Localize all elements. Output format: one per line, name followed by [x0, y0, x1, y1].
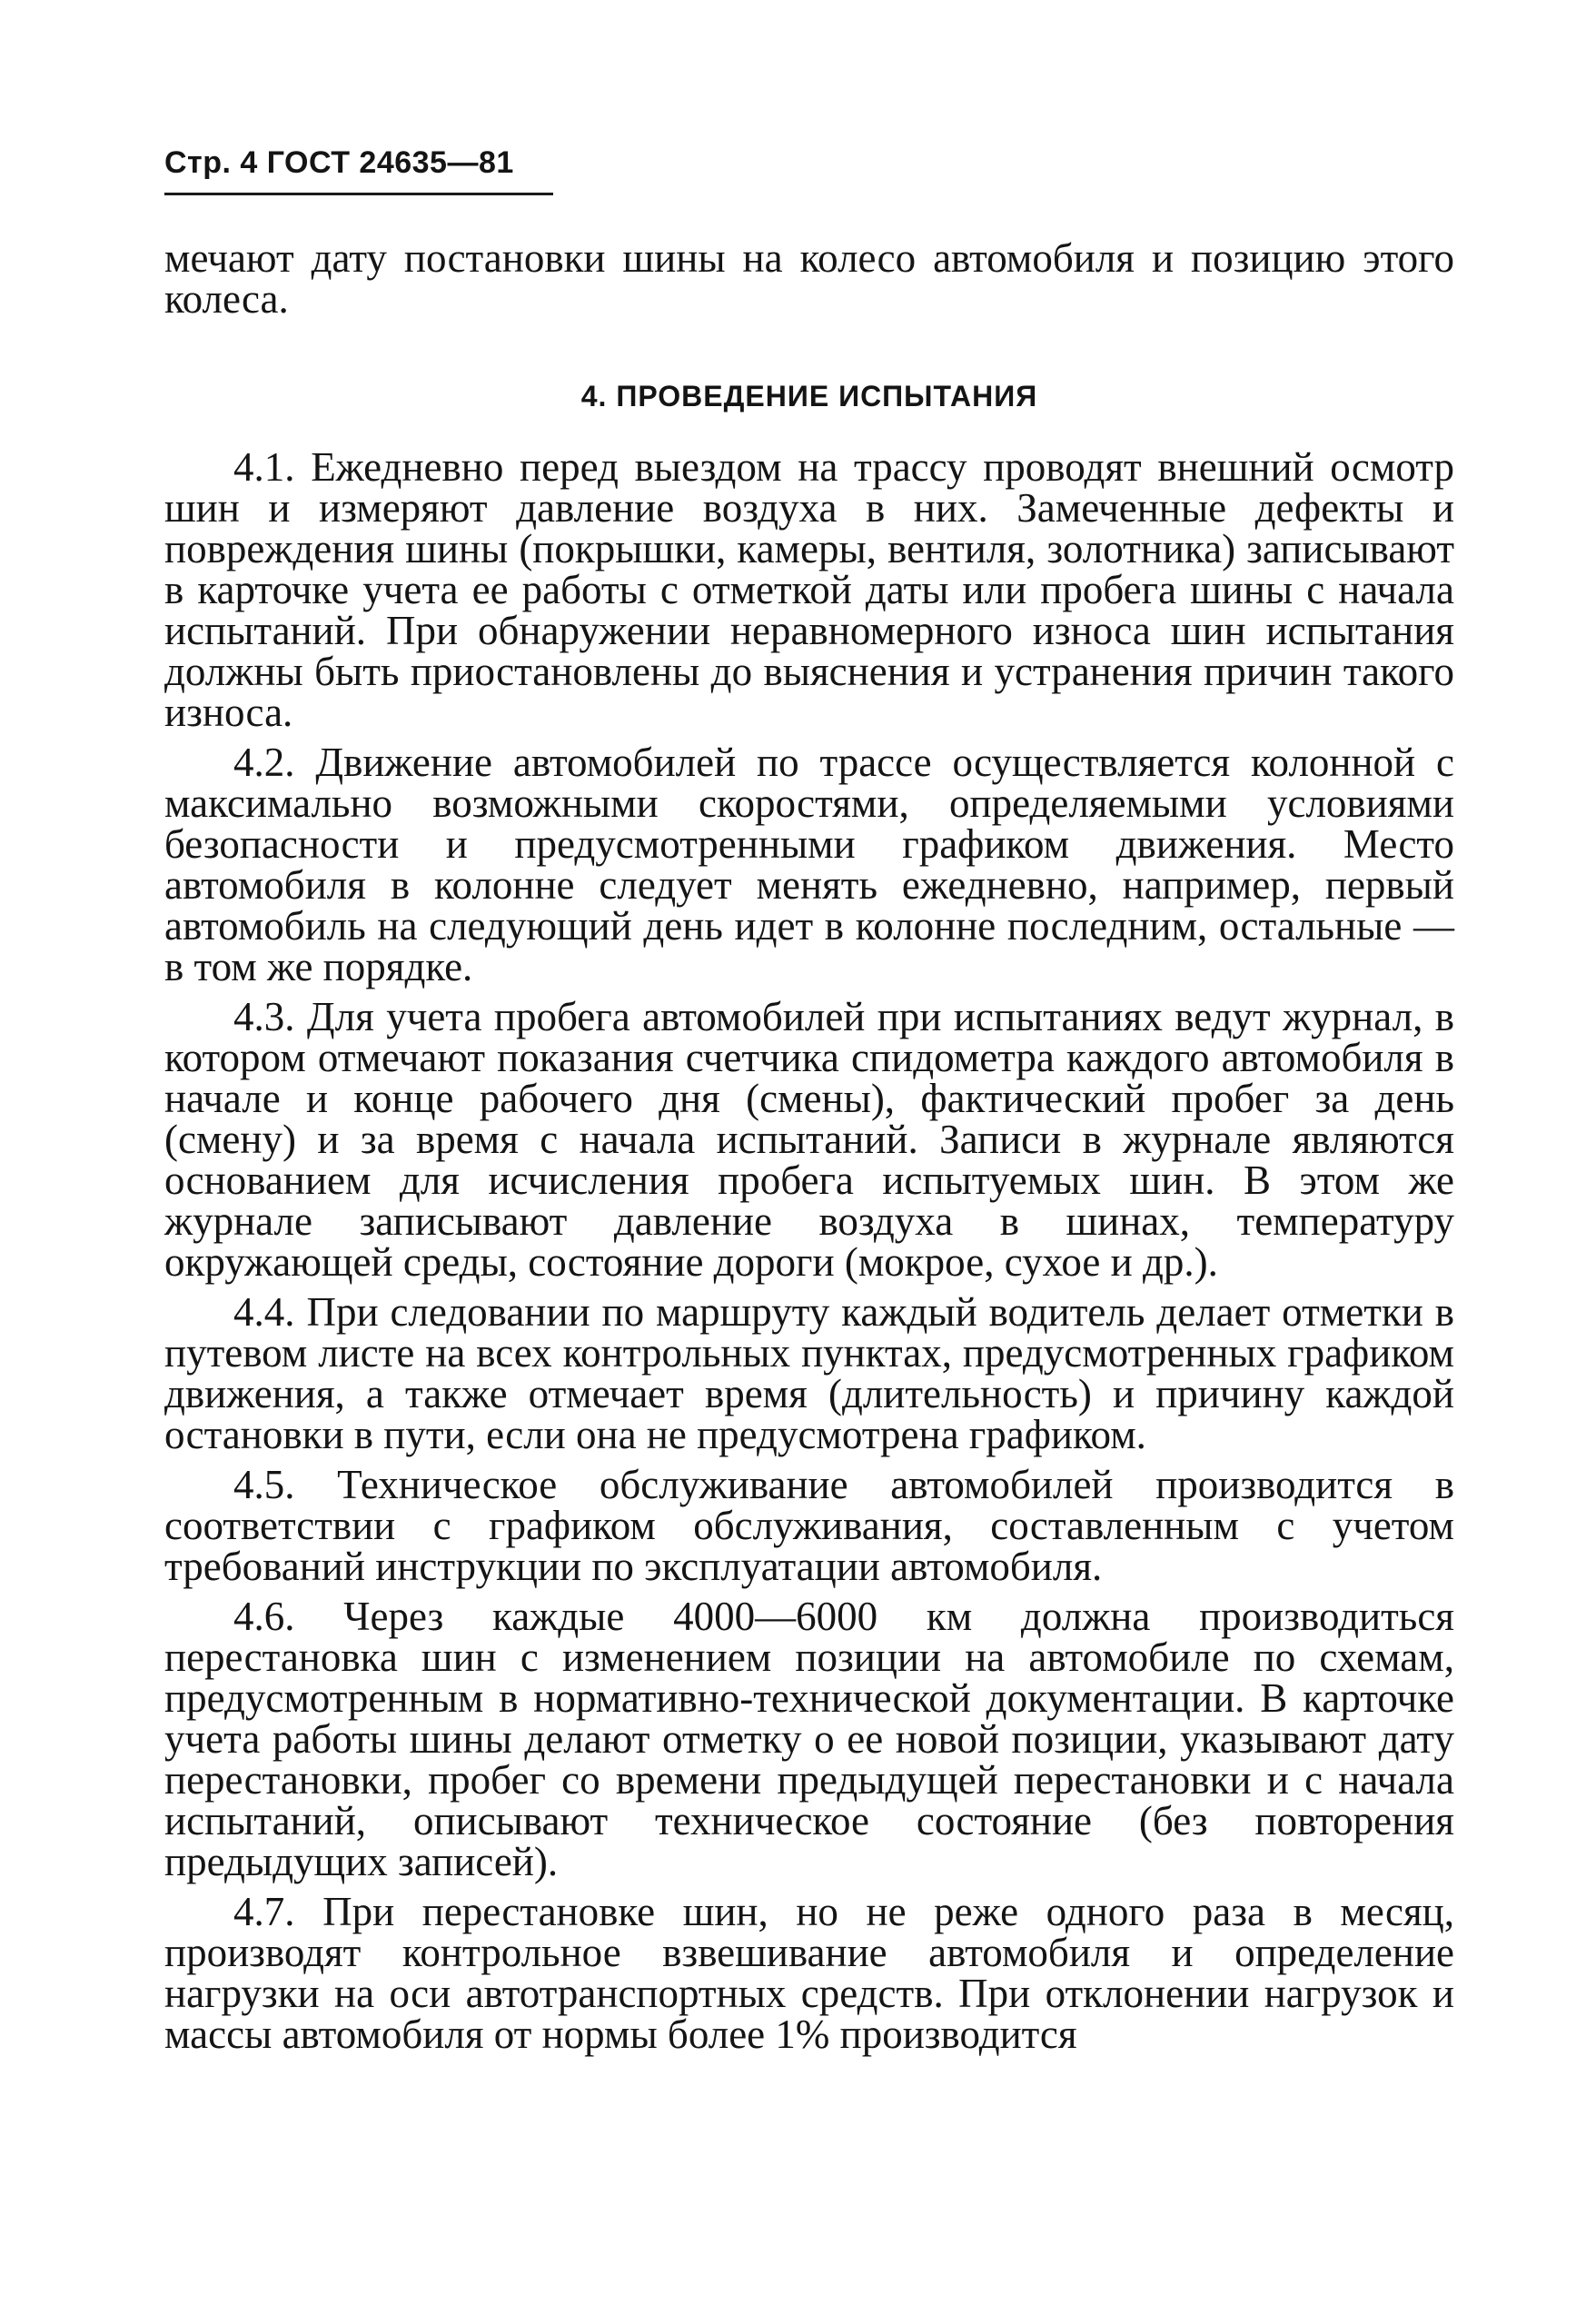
- clause-4-2: 4.2. Движение автомобилей по трассе осуществляется колонной с максимально возможными скоростями, определяемыми условиями безопасности и предусмотренными графиком движения. Место автомобиля в колонне следует менять ежедневно, например, первый автомобиль на следующий день идет в колонне последним, остальные — в том же порядке.: [164, 740, 1454, 989]
- clause-4-5: 4.5. Техническое обслуживание автомобилей производится в соответствии с графиком обслуживания, составленным с учетом требований инструкции по эксплуатации автомобиля.: [164, 1462, 1454, 1589]
- clause-4-3: 4.3. Для учета пробега автомобилей при испытаниях ведут журнал, в котором отмечают показания счетчика спидометра каждого автомобиля в начале и конце рабочего дня (смены), фактический пробег за день (смену) и за время с начала испытаний. Записи в журнале являются основанием для исчисления пробега испытуемых шин. В этом же журнале записывают давление воздуха в шинах, температуру окружающей среды, состояние дороги (мокрое, сухое и др.).: [164, 994, 1454, 1285]
- body-text: [164, 235, 1454, 2057]
- clause-4-4: 4.4. При следовании по маршруту каждый водитель делает отметки в путевом листе на всех контрольных пунктах, предусмотренных графиком движения, а также отмечает время (длительность) и причину каждой остановки в пути, если она не предусмотрена графиком.: [164, 1289, 1454, 1457]
- clause-4-6: 4.6. Через каждые 4000—6000 км должна производиться перестановка шин с изменением позиции на автомобиле по схемам, предусмотренным в нормативно-технической документации. В карточке учета работы шины делают отметку о ее новой позиции, указывают дату перестановки, пробег со времени предыдущей перестановки и с начала испытаний, описывают техническое состояние (без повторения предыдущих записей).: [164, 1594, 1454, 1884]
- header-rule: [164, 193, 553, 195]
- clause-4-7: 4.7. При перестановке шин, но не реже одного раза в месяц, производят контрольное взвешивание автомобиля и определение нагрузки на оси автотранспортных средств. При отклонении нагрузок и массы автомобиля от нормы более 1% производится: [164, 1889, 1454, 2057]
- clause-4-1: 4.1. Ежедневно перед выездом на трассу проводят внешний осмотр шин и измеряют давление воздуха в них. Замеченные дефекты и повреждения шины (покрышки, камеры, вентиля, золотника) записывают в карточке учета ее работы с отметкой даты или пробега шины с начала испытаний. При обнаружении неравномерного износа шин испытания должны быть приостановлены до выяснения и устранения причин такого износа.: [164, 444, 1454, 735]
- running-header: Стр. 4 ГОСТ 24635—81: [164, 145, 514, 180]
- intro-paragraph: мечают дату постановки шины на колесо автомобиля и позицию этого колеса.: [164, 235, 1454, 322]
- section-heading: 4. ПРОВЕДЕНИЕ ИСПЫТАНИЯ: [580, 380, 1038, 412]
